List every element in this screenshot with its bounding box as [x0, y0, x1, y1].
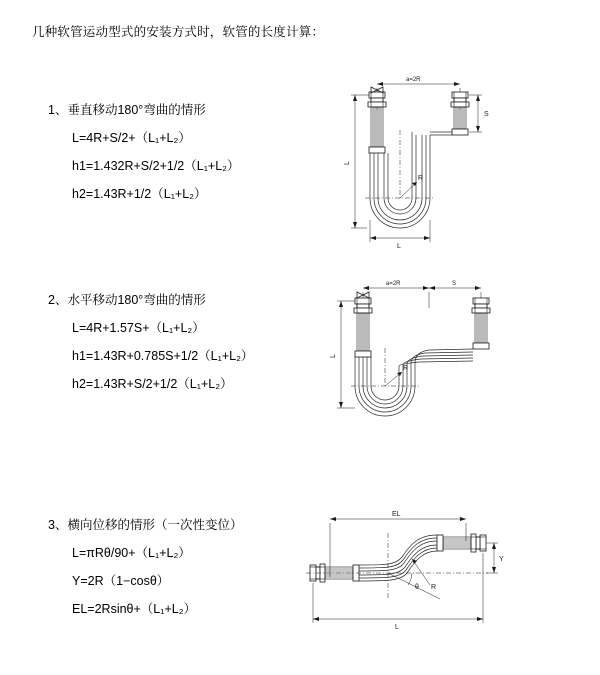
dim-label-left-l-2: L [330, 354, 337, 358]
dim-label-el: EL [392, 511, 401, 518]
dim-label-s-2: S [452, 281, 457, 287]
page-title: 几种软管运动型式的安装方式时，软管的长度计算： [32, 25, 325, 39]
dim-label-bottom-l: L [397, 243, 401, 250]
section-1-title: 1、垂直移动180°弯曲的情形 [48, 103, 206, 117]
dim-label-bottom-l-3: L [395, 624, 399, 631]
section-3-formula-1: L=πRθ/90+（L₁+L₂） [72, 546, 191, 560]
section-2-text [48, 290, 318, 402]
section-1-formula-1: L=4R+S/2+（L₁+L₂） [72, 131, 191, 145]
vertical-180-bend-drawing [305, 70, 495, 270]
section-3-text [48, 515, 318, 627]
section-3-formula-3: EL=2Rsinθ+（L₁+L₂） [72, 602, 197, 616]
section-2-title: 2、水平移动180°弯曲的情形 [48, 293, 206, 307]
dim-label-r-2: R [403, 365, 409, 372]
dim-label-a2r-2: a=2R [386, 281, 401, 287]
section-2-formula-3: h2=1.43R+S/2+1/2（L₁+L₂） [72, 377, 233, 391]
dim-label-y: Y [499, 556, 504, 563]
section-1-formula-3: h2=1.43R+1/2（L₁+L₂） [72, 187, 207, 201]
lateral-offset-drawing [288, 503, 508, 643]
section-2-figure [305, 268, 500, 448]
dim-label-right-s: S [484, 111, 489, 118]
section-3-title: 3、横向位移的情形（一次性变位） [48, 518, 243, 532]
dim-label-r-3: R [431, 584, 437, 591]
dim-label-theta: θ [415, 584, 419, 591]
dim-label-a2r: a=2R [406, 77, 421, 83]
section-2-formula-2: h1=1.43R+0.785S+1/2（L₁+L₂） [72, 349, 254, 363]
section-3-figure [288, 503, 508, 643]
section-2-formula-1: L=4R+1.57S+（L₁+L₂） [72, 321, 205, 335]
section-3-formula-2: Y=2R（1−cosθ） [72, 574, 170, 588]
section-1-formula-2: h1=1.432R+S/2+1/2（L₁+L₂） [72, 159, 240, 173]
dim-label-left-l: L [344, 161, 351, 165]
dim-label-r: R [418, 175, 424, 182]
section-1-figure [305, 70, 495, 270]
section-1-text [48, 100, 318, 212]
horizontal-180-bend-drawing [305, 268, 500, 448]
